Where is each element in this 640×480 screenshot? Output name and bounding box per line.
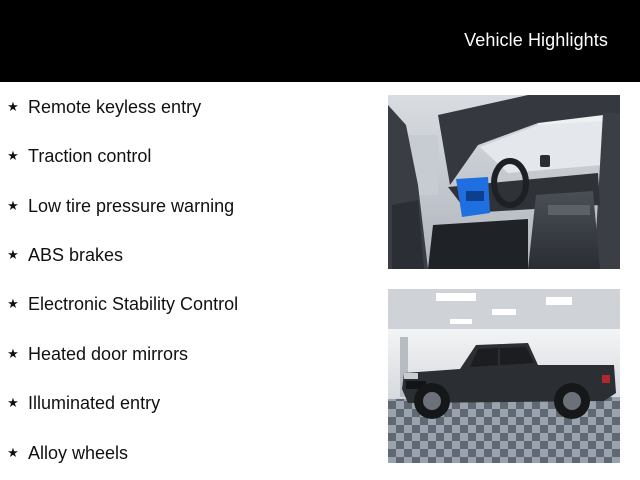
feature-label: Heated door mirrors [28, 343, 189, 364]
star-icon: ★ [7, 247, 19, 262]
feature-label: Electronic Stability Control [28, 293, 239, 314]
star-icon: ★ [7, 445, 19, 460]
star-icon: ★ [7, 148, 19, 163]
feature-item [6, 292, 238, 316]
feature-item [6, 194, 234, 218]
star-icon: ★ [7, 296, 19, 311]
feature-label: Remote keyless entry [28, 96, 202, 117]
star-icon: ★ [7, 99, 19, 114]
page-title: Vehicle Highlights [464, 30, 608, 50]
feature-item [6, 441, 128, 465]
feature-item [6, 391, 160, 415]
feature-item [6, 243, 123, 267]
feature-label: ABS brakes [28, 244, 124, 265]
exterior-photo[interactable] [388, 289, 620, 463]
feature-item [6, 95, 201, 119]
header-bar [0, 0, 640, 82]
feature-label: Illuminated entry [28, 392, 161, 413]
star-icon: ★ [7, 346, 19, 361]
feature-item [6, 342, 188, 366]
feature-label: Low tire pressure warning [28, 195, 235, 216]
feature-label: Alloy wheels [28, 442, 129, 463]
interior-photo[interactable] [388, 95, 620, 269]
star-icon: ★ [7, 395, 19, 410]
feature-item [6, 144, 151, 168]
feature-label: Traction control [28, 145, 152, 166]
star-icon: ★ [7, 198, 19, 213]
